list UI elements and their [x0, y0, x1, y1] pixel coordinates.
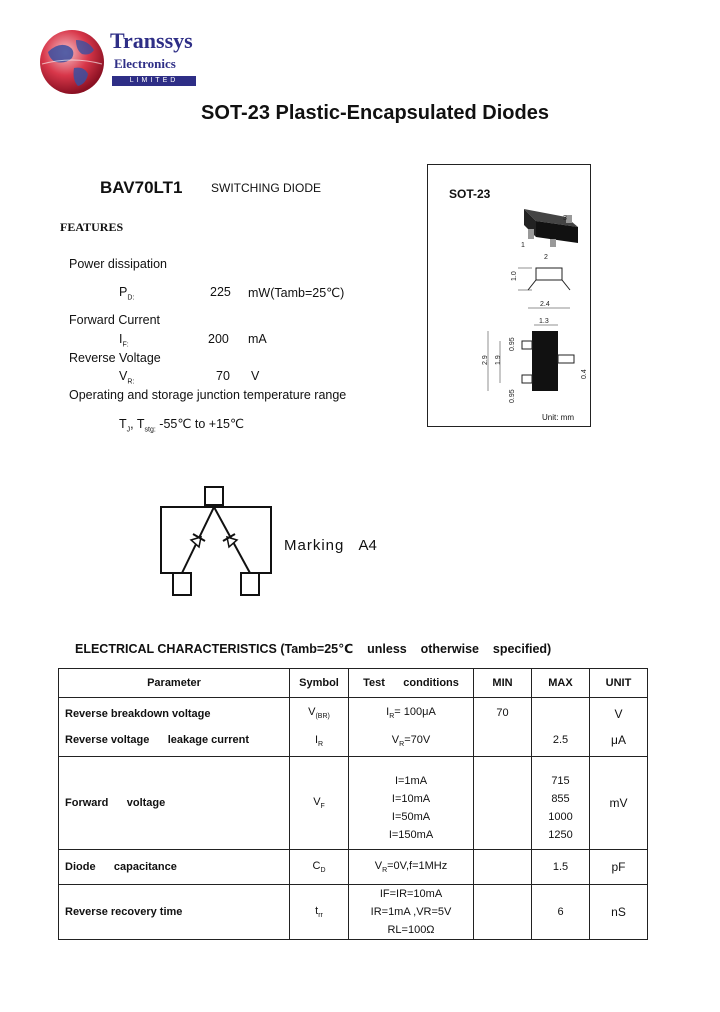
symbol-text: C: [312, 859, 321, 872]
dim-label: 0.4: [581, 369, 588, 379]
param-cell: Reverse voltage leakage current: [65, 734, 250, 746]
vr-symbol-sub: R:: [127, 378, 135, 386]
features-heading: FEATURES: [60, 220, 124, 234]
test-cell: [349, 885, 474, 940]
test-cell: [349, 698, 474, 757]
vr-symbol-text: V: [119, 369, 128, 383]
symbol-sub: D: [320, 867, 326, 875]
min-cell: [474, 850, 532, 885]
symbol-sub: F: [320, 803, 325, 811]
table-row: [59, 757, 648, 850]
unit-cell: pF: [590, 850, 648, 885]
test-line: I=1mA: [394, 775, 428, 787]
test-line: IR=1mA ,VR=5V: [370, 906, 452, 918]
vr-symbol: [119, 369, 134, 386]
symbol-text: t: [315, 904, 319, 917]
param-cell: Reverse recovery time: [59, 885, 290, 940]
max-value: 715: [551, 775, 570, 787]
col-header-max: MAX: [532, 669, 590, 698]
test-sub: R: [382, 867, 388, 875]
col-header-parameter: Parameter: [59, 669, 290, 698]
max-cell: 1.5: [532, 850, 590, 885]
min-cell: [474, 757, 532, 850]
power-dissipation-label: Power dissipation: [69, 257, 167, 271]
symbol-sub: (BR): [315, 713, 330, 720]
test-line: RL=100Ω: [387, 924, 435, 936]
param-cell: Diode capacitance: [59, 850, 290, 885]
reverse-voltage-label: Reverse Voltage: [69, 351, 161, 365]
package-outline-box: [427, 164, 591, 427]
part-number: BAV70LT1: [100, 178, 183, 197]
row-block: [59, 698, 290, 757]
max-cell: [532, 698, 590, 757]
symbol-text: V: [308, 705, 316, 718]
test-line: IF=IR=10mA: [379, 888, 443, 900]
test-text: I: [386, 705, 390, 718]
table-row: [59, 850, 648, 885]
symbol-cell: [290, 698, 349, 757]
logo-subtitle: Electronics: [114, 56, 176, 71]
symbol-sub: rr: [318, 912, 323, 920]
dim-label: 0.95: [509, 337, 516, 351]
vr-value: 70: [216, 369, 230, 383]
test-cell: [349, 757, 474, 850]
forward-current-label: Forward Current: [69, 313, 160, 327]
if-symbol-text: I: [119, 332, 123, 346]
package-name: SOT-23: [449, 187, 491, 201]
temperature-range: $T_J$, $T_{stg:}$ -55℃ to +15℃: [119, 417, 245, 434]
test-rest: = 100μA: [394, 705, 436, 718]
logo-tag-text: LIMITED: [129, 77, 179, 84]
symbol-cell: [290, 885, 349, 940]
min-value: [474, 734, 531, 747]
symbol-cell: [290, 850, 349, 885]
table-header-row: [59, 669, 648, 698]
max-cell: 6: [532, 885, 590, 940]
page-title: SOT-23 Plastic-Encapsulated Diodes: [201, 102, 549, 124]
table-row: [59, 698, 648, 757]
col-header-unit: UNIT: [590, 669, 648, 698]
col-header-min: MIN: [474, 669, 532, 698]
max-value: [532, 707, 589, 720]
test-text: V: [374, 859, 383, 872]
test-line: I=10mA: [391, 793, 431, 805]
pd-symbol-sub: D:: [127, 294, 135, 302]
test-rest: =0V,f=1MHz: [387, 859, 448, 872]
dim-label: 2.4: [540, 301, 550, 308]
pd-symbol: [119, 285, 134, 302]
col-header-test: Test conditions: [349, 669, 474, 698]
pin-label: 2: [544, 254, 548, 261]
unit-value: μA: [611, 733, 626, 747]
max-value: 1000: [548, 811, 573, 823]
logo-tag: [112, 76, 196, 86]
param-cell: Forward voltage: [59, 757, 290, 850]
param-cell: Reverse breakdown voltage: [65, 708, 211, 720]
if-symbol-sub: F:: [122, 341, 129, 349]
package-drawing: [428, 165, 590, 426]
marking-label: Marking: [284, 537, 345, 554]
tj-symbol: T: [119, 417, 127, 431]
pin-label: 3: [563, 215, 567, 222]
pd-symbol-text: P: [119, 285, 128, 299]
elec-heading: ELECTRICAL CHARACTERISTICS (Tamb=25℃ unless otherwise specified): [75, 642, 552, 656]
dim-label: 1.9: [495, 355, 502, 365]
marking-code: A4: [358, 537, 377, 554]
unit-cell: mV: [590, 757, 648, 850]
col-header-symbol: Symbol: [290, 669, 349, 698]
unit-cell: nS: [590, 885, 648, 940]
company-logo: [38, 28, 198, 98]
dim-label: 1.0: [511, 271, 518, 281]
temperature-label: Operating and storage junction temperature range: [69, 388, 347, 402]
test-sub: R: [399, 741, 405, 749]
vr-unit: V: [251, 369, 260, 383]
symbol-cell: [290, 757, 349, 850]
test-rest: =70V: [404, 734, 431, 746]
max-cell: [532, 757, 590, 850]
test-line: I=150mA: [388, 829, 434, 841]
pd-unit: mW(Tamb=25℃): [248, 286, 345, 300]
unit-note: Unit: mm: [542, 413, 574, 422]
tstg-sub: stg:: [144, 426, 156, 434]
if-symbol: [119, 332, 129, 349]
tstg-symbol: T: [136, 417, 145, 431]
pin-label: 1: [521, 242, 525, 249]
test-line: I=50mA: [391, 811, 431, 823]
pd-value: 225: [210, 285, 231, 299]
dim-label: 2.9: [482, 355, 489, 365]
globe-icon: [38, 28, 106, 96]
if-value: 200: [208, 332, 229, 346]
table-row: [59, 885, 648, 940]
symbol-sub: R: [318, 741, 324, 749]
test-cell: [349, 850, 474, 885]
if-unit: mA: [248, 332, 267, 346]
dim-label: 1.3: [539, 318, 549, 325]
unit-cell: [590, 698, 648, 757]
part-description: SWITCHING DIODE: [211, 181, 321, 195]
test-text: V: [391, 734, 400, 746]
circuit-schematic: [155, 483, 295, 603]
symbol-text: I: [314, 734, 318, 746]
marking: [284, 537, 377, 554]
max-value: 2.5: [552, 734, 569, 746]
max-value: 1250: [548, 829, 573, 841]
max-value: 855: [551, 793, 570, 805]
tj-sub: J: [126, 426, 131, 434]
symbol-text: V: [313, 795, 321, 808]
test-sub: R: [389, 713, 395, 720]
min-cell: [474, 698, 532, 757]
temp-range-value: -55℃ to +15℃: [159, 417, 245, 431]
min-value: 70: [496, 707, 509, 719]
min-cell: [474, 885, 532, 940]
electrical-characteristics-table: [58, 668, 648, 940]
logo-brand: Transsys: [110, 28, 193, 53]
unit-value: V: [614, 707, 623, 721]
dim-label: 0.95: [509, 389, 516, 403]
